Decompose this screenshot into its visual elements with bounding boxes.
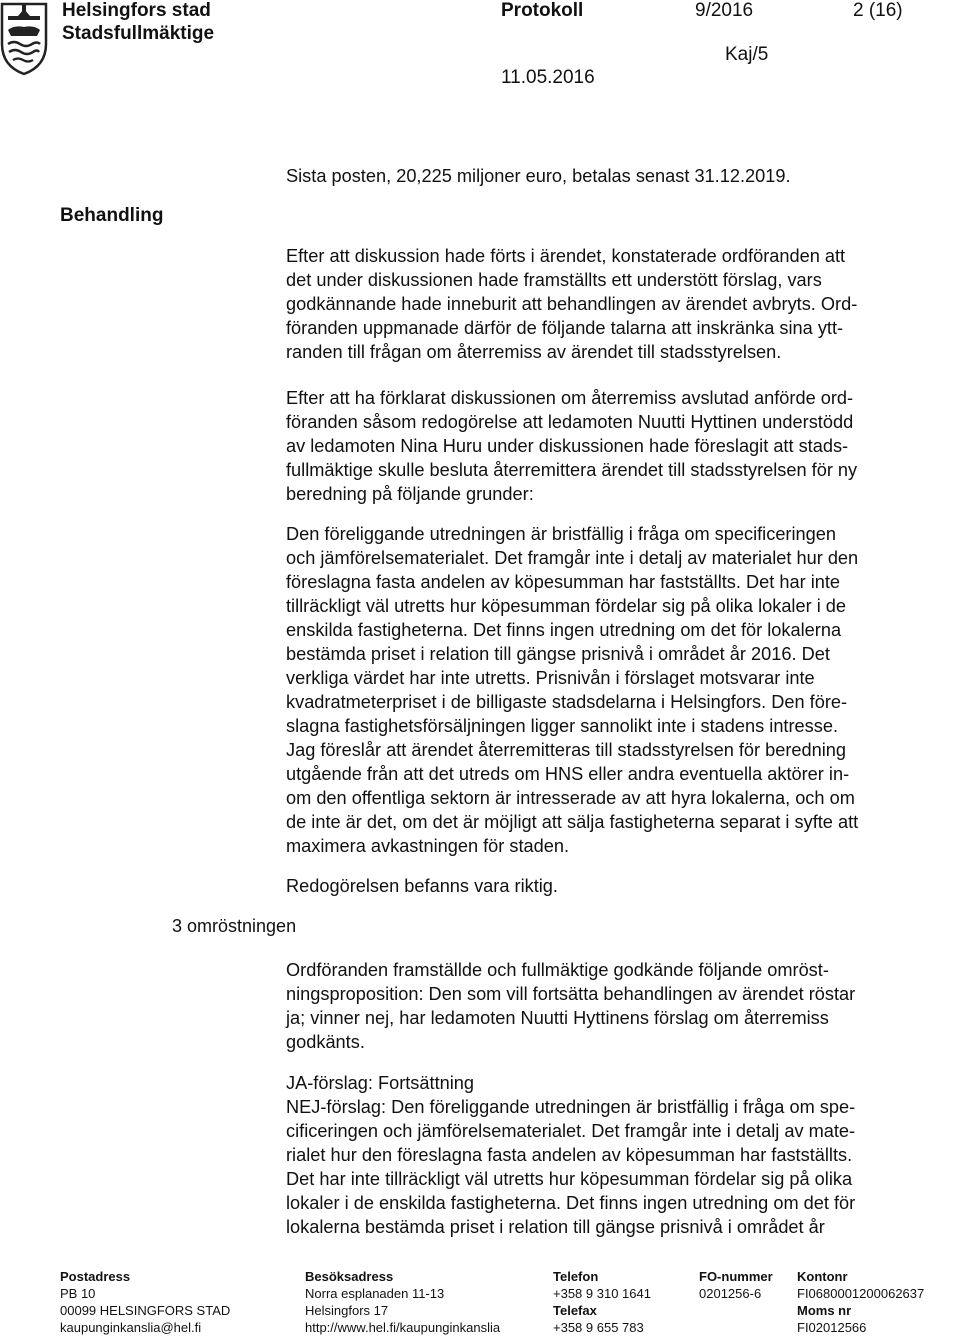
side-label-behandling: Behandling [60,205,164,226]
text-line: föranden uppmanade därför de följande talarna att inskränka sina ytt- [286,318,844,338]
nej-forslag: NEJ-förslag: Den föreliggande utredningen är bristfällig i fråga om spe- [286,1097,856,1117]
footer-label: Kontonr [797,1269,848,1284]
text-line: Sista posten, 20,225 miljoner euro, betalas senast 31.12.2019. [286,166,791,186]
footer-website-link[interactable]: http://www.hel.fi/kaupunginkanslia [305,1320,501,1335]
text-line: verkliga värdet har inte utretts. Prisnivån i förslaget motsvarar inte [286,668,815,688]
text-line: av ledamoten Nina Huru under diskussionen hade föreslagit att stads- [286,436,849,456]
footer-value: PB 10 [60,1286,96,1301]
doc-type: Protokoll [501,0,584,21]
footer-value: Norra esplanaden 11-13 [305,1286,445,1301]
text-line: ja; vinner nej, har ledamoten Nuutti Hyttinens förslag om återremiss [286,1008,829,1028]
footer-label: Besöksadress [305,1269,394,1284]
section-code: Kaj/5 [725,44,769,65]
text-line: rialet hur den föreslagna fasta andelen av köpesumman har fastställts. [286,1145,853,1165]
page-number: 2 (16) [853,0,903,21]
paragraph-sista-posten [286,164,954,188]
footer-label: Telefon [553,1269,599,1284]
footer-label: Telefax [553,1303,597,1318]
text-line: godkännande hade inneburit att behandlingen av ärendet avbryts. Ord- [286,294,858,314]
text-line: tillräckligt väl utretts hur köpesumman fördelar sig på olika lokaler i de [286,596,847,616]
footer-value: FI02012566 [797,1320,867,1335]
paragraph-redogorelse [286,874,954,898]
text-line: godkänts. [286,1032,365,1052]
text-line: randen till frågan om återremiss av ärendet till stadsstyrelsen. [286,342,782,362]
text-line: lokalerna bestämda priset i relation till gängse prisnivå i området år [286,1217,825,1237]
ja-forslag: JA-förslag: Fortsättning [286,1073,475,1093]
footer-label: Postadress [60,1269,131,1284]
text-line: lokaler i de enskilda fastigheterna. Det finns ingen utredning om det för [286,1193,856,1213]
text-line: om den offentliga sektorn är intresserade av att hyra lokalerna, och om [286,788,855,808]
helsinki-coat-of-arms-logo [0,0,48,76]
meeting-date: 11.05.2016 [501,67,595,88]
footer-label: Moms nr [797,1303,852,1318]
text-line: det under diskussionen hade framställts ett understött förslag, vars [286,270,822,290]
text-line: Redogörelsen befanns vara riktig. [286,876,558,896]
text-line: bestämda priset i relation till gängse prisnivå i området år 2016. Det [286,644,830,664]
paragraph-grunder [286,522,954,858]
text-line: maximera avkastningen för staden. [286,836,570,856]
text-line: utgående från att det utreds om HNS eller andra eventuella aktörer in- [286,764,850,784]
text-line: de inte är det, om det är möjligt att sälja fastigheterna separat i syfte att [286,812,859,832]
text-line: Efter att diskussion hade förts i ärendet, konstaterade ordföranden att [286,246,846,266]
footer-value: +358 9 655 783 [553,1320,644,1335]
footer-konto [797,1268,924,1336]
paragraph-diskussion [286,244,954,364]
footer-value: Helsingfors 17 [305,1303,389,1318]
org-name: Helsingfors stad [62,0,211,21]
paragraph-forslag [286,1071,954,1239]
footer-value: 00099 HELSINGFORS STAD [60,1303,231,1318]
text-line: föranden såsom redogörelse att ledamoten Nuutti Hyttinen understödd [286,412,854,432]
page-footer [0,1268,960,1337]
footer-label: FO-nummer [699,1269,773,1284]
footer-postadress [60,1268,230,1336]
text-line: cificeringen och jämförelsematerialet. Det framgår inte i detalj av mate- [286,1121,856,1141]
text-line: beredning på följande grunder: [286,484,534,504]
paragraph-aterremiss [286,386,954,506]
text-line: enskilda fastigheterna. Det finns ingen utredning om det för lokalerna [286,620,842,640]
side-label-omrostning: 3 omröstningen [172,916,297,936]
text-line: föreslagna fasta andelen av köpesumman har fastställts. Det har inte [286,572,841,592]
footer-fo-nummer [699,1268,773,1302]
footer-value: 0201256-6 [699,1286,762,1301]
paragraph-omrostningsproposition [286,958,954,1054]
footer-value: +358 9 310 1641 [553,1286,651,1301]
footer-value: FI0680001200062637 [797,1286,925,1301]
text-line: slagna fastighetsförsäljningen ligger sannolikt inte i stadens intresse. [286,716,839,736]
text-line: Jag föreslår att ärendet återremitteras till stadsstyrelsen för beredning [286,740,847,760]
text-line: fullmäktige skulle besluta återremittera ärendet till stadsstyrelsen för ny [286,460,858,480]
text-line: kvadratmeterpriset i de billigaste stadsdelarna i Helsingfors. Den före- [286,692,848,712]
footer-telefon [553,1268,651,1336]
text-line: Efter att ha förklarat diskussionen om återremiss avslutad anförde ord- [286,388,854,408]
footer-email[interactable]: kaupunginkanslia@hel.fi [60,1320,202,1335]
text-line: och jämförelsematerialet. Det framgår inte i detalj av materialet hur den [286,548,859,568]
doc-number: 9/2016 [695,0,754,21]
text-line: ningsproposition: Den som vill fortsätta behandlingen av ärendet röstar [286,984,856,1004]
body-name: Stadsfullmäktige [62,23,215,44]
text-line: Den föreliggande utredningen är bristfällig i fråga om specificeringen [286,524,836,544]
footer-besoksadress [305,1268,500,1336]
text-line: Det har inte tillräckligt väl utretts hur köpesumman fördelar sig på olika [286,1169,853,1189]
text-line: Ordföranden framställde och fullmäktige godkände följande omröst- [286,960,829,980]
